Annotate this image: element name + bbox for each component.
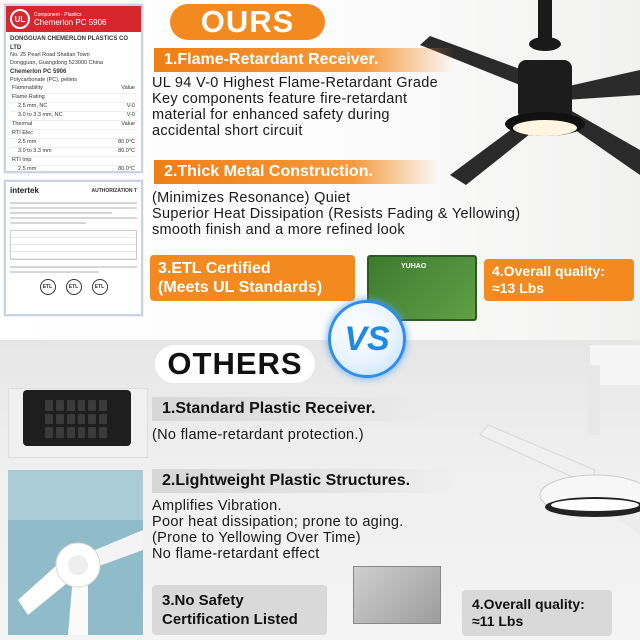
ul-cert-product-title: Chemerlon PC 5906 [34,17,107,27]
intertek-certificate [4,180,143,316]
desc-line: (No flame-retardant protection.) [152,427,364,443]
intertek-logo: intertek [10,186,39,195]
desc-line: No flame-retardant effect [152,546,320,562]
ul-cert-col-value: Value [121,84,135,91]
ul-cert-row: 2.5 mm 80.0°C [10,139,137,148]
ul-cert-row: 3.0 to 3.3 mm 80.0°C [10,148,137,157]
others-feature-2-title: 2.Lightweight Plastic Structures. [152,469,457,493]
others-label: OTHERS [155,345,315,383]
desc-line: UL 94 V-0 Highest Flame-Retardant Grade [152,75,438,91]
intertek-title: AUTHORIZATION T [91,187,137,194]
desc-line: material for enhanced safety during [152,107,390,123]
ours-feature-1-title: 1.Flame-Retardant Receiver. [154,48,454,72]
vs-badge: VS [328,300,406,378]
ul-cert-product-desc: Polycarbonate (PC), pellets [10,77,77,83]
others-feature-4-box [462,590,612,636]
ul-cert-row: RTI Imp [10,157,137,166]
plastic-receiver-image [23,390,131,446]
ours-feature-3-box [150,255,355,301]
etl-marks [6,279,141,295]
white-fan-image [440,345,640,575]
white-fan-closeup-image [8,470,143,635]
ul-cert-product: Chemerlon PC 5906 [10,69,67,76]
desc-line: Superior Heat Dissipation (Resists Fading & Yellowing) [152,206,521,222]
ul-cert-company: DONGGUAN CHEMERLON PLASTICS CO LTD [10,36,129,51]
ours-feature-2-title: 2.Thick Metal Construction. [154,160,439,184]
box-line: 3.ETL Certified [158,260,271,277]
desc-line: accidental short circuit [152,123,303,139]
box-line: ≈11 Lbs [472,613,524,629]
ours-label: OURS [170,4,325,40]
intertek-table [10,230,137,260]
box-line: (Meets UL Standards) [158,279,323,296]
box-line: ≈13 Lbs [492,280,545,296]
ul-logo-icon: UL [10,9,30,29]
others-feature-1-desc [152,427,364,443]
others-feature-1-title: 1.Standard Plastic Receiver. [152,397,432,421]
ul-cert-address-2: Dongguan, Guangdong 523000 China [10,60,103,67]
product-box-brand: YUHAO [401,263,427,270]
desc-line: (Prone to Yellowing Over Time) [152,530,361,546]
ours-feature-2-desc [152,190,520,238]
box-line: Certification Listed [162,611,298,628]
ul-cert-col-label: Flammability [12,84,43,91]
ul-cert-row: 2.5 mm, NC V-0 [10,103,137,112]
etl-mark-icon: ETL [92,279,108,295]
plain-box-image [353,566,441,624]
ul-cert-row: RTI Elec [10,130,137,139]
box-line: 4.Overall quality: [472,596,585,612]
others-feature-3-box [152,585,327,635]
ul-cert-address-1: No. 25 Pearl Road Shatian Town [10,52,90,59]
ul-cert-category: Component - Plastics [34,11,82,18]
etl-mark-icon: ETL [40,279,56,295]
ul-cert-header [6,6,141,32]
ours-feature-1-desc [152,75,438,139]
box-line: 3.No Safety [162,592,244,609]
intertek-body-text [6,202,141,224]
ul-cert-row: 3.0 to 3.3 mm, NC V-0 [10,112,137,121]
ours-feature-4-box [484,259,634,301]
desc-line: Amplifies Vibration. [152,498,282,514]
desc-line: (Minimizes Resonance) Quiet [152,190,351,206]
box-line: 4.Overall quality: [492,263,605,279]
etl-mark-icon: ETL [66,279,82,295]
ul-cert-row: 2.5 mm 80.0°C [10,166,137,173]
ul-certificate [4,4,143,173]
ul-cert-row: Thermal Value [10,121,137,130]
others-feature-2-desc [152,498,404,562]
desc-line: Key components feature fire-retardant [152,91,408,107]
ul-cert-row: Flame Rating [10,94,137,103]
ul-cert-table-header [10,85,137,94]
desc-line: Poor heat dissipation; prone to aging. [152,514,404,530]
desc-line: smooth finish and a more refined look [152,222,405,238]
